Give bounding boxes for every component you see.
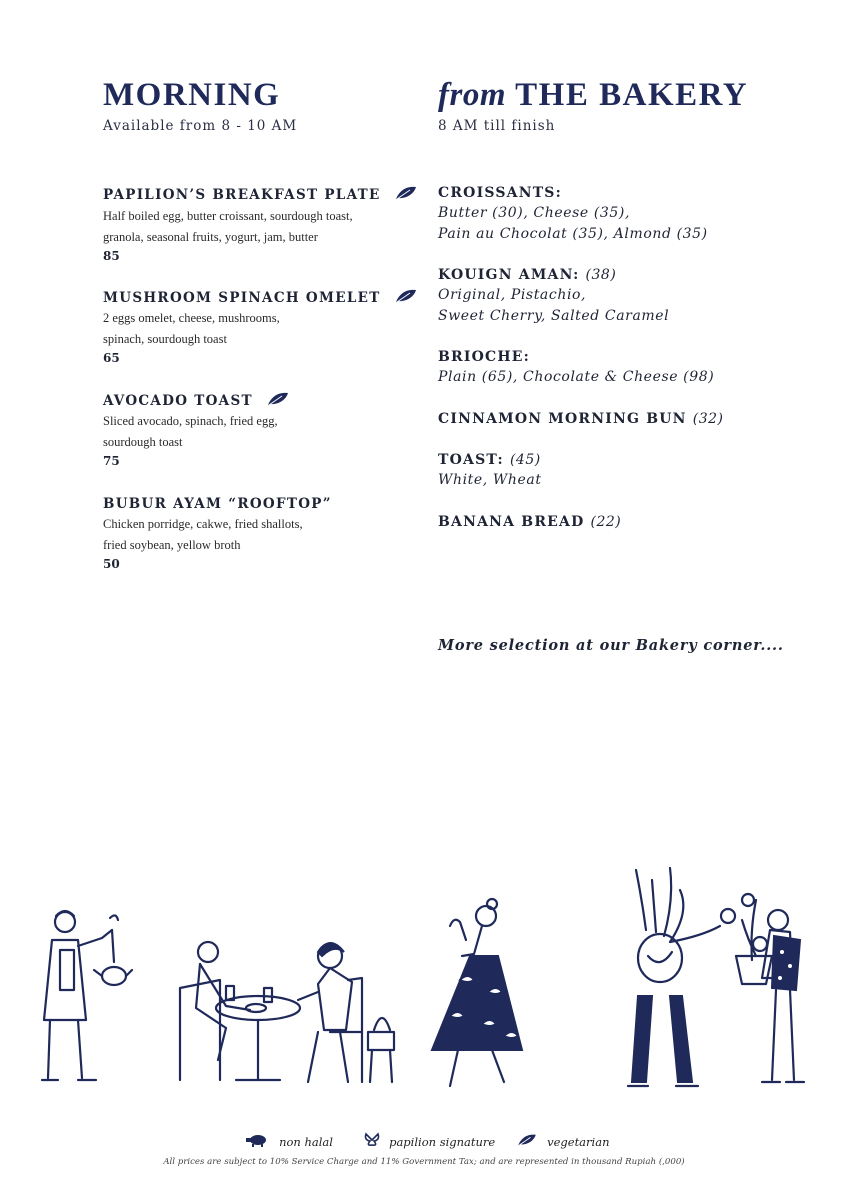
bakery-more-note: More selection at our Bakery corner....	[438, 637, 784, 654]
bakery-section-price: (22)	[590, 514, 622, 530]
bakery-line: Butter (30), Cheese (35),	[438, 205, 631, 221]
item-desc-line: fried soybean, yellow broth	[103, 537, 241, 552]
bakery-section-title	[438, 267, 669, 283]
menu-item	[103, 390, 290, 411]
bakery-section-name: TOAST:	[438, 452, 504, 468]
bakery-section-price: (45)	[509, 452, 541, 468]
menu-item	[103, 287, 418, 308]
item-price: 85	[103, 249, 120, 263]
item-description	[103, 308, 403, 349]
legend-label: papilion signature	[389, 1135, 496, 1149]
bakery-line: Sweet Cherry, Salted Caramel	[438, 307, 670, 324]
morning-subtitle: Available from 8 - 10 AM	[103, 118, 298, 134]
vegetarian-leaf-icon	[394, 185, 418, 205]
item-desc-line: 2 eggs omelet, cheese, mushrooms,	[103, 311, 280, 325]
item-name: PAPILION’S BREAKFAST PLATE	[103, 187, 381, 203]
bakery-section	[438, 411, 723, 427]
morning-title: MORNING	[103, 77, 281, 113]
menu-item	[103, 493, 332, 512]
bakery-title-prefix: from	[438, 77, 506, 113]
item-name: MUSHROOM SPINACH OMELET	[103, 290, 381, 306]
bakery-section-name: BRIOCHE:	[438, 349, 531, 365]
item-desc-line: Sliced avocado, spinach, fried egg,	[103, 414, 278, 428]
legend-label: vegetarian	[547, 1135, 610, 1149]
item-desc-line: sourdough toast	[103, 434, 183, 449]
croissant-dress-figure	[432, 899, 522, 1086]
bakery-section-title	[438, 411, 723, 427]
vegetarian-leaf-icon	[516, 1132, 538, 1151]
bakery-section-title	[438, 514, 621, 530]
bakery-line: Original, Pistachio,	[438, 287, 587, 303]
item-description	[103, 411, 403, 452]
bakery-section-price: (32)	[692, 411, 724, 427]
bakery-title	[438, 79, 748, 112]
bakery-section-name: KOUIGN AMAN:	[438, 267, 580, 283]
bakery-title-main: THE BAKERY	[515, 77, 749, 113]
bakery-section-title	[438, 185, 708, 201]
bakery-section	[438, 185, 708, 244]
vegetarian-leaf-icon	[266, 391, 290, 411]
tomato-plant-figure	[721, 894, 804, 1082]
item-description	[103, 206, 403, 247]
bakery-section	[438, 514, 621, 530]
item-description	[103, 514, 403, 555]
bakery-section-price: (38)	[585, 267, 617, 283]
vegetarian-leaf-icon	[394, 288, 418, 308]
butterfly-icon	[364, 1132, 380, 1152]
bakery-section-name: CINNAMON MORNING BUN	[438, 411, 687, 427]
item-name: BUBUR AYAM “ROOFTOP”	[103, 496, 332, 512]
item-price: 75	[103, 454, 120, 468]
bakery-section-name: BANANA BREAD	[438, 514, 585, 530]
menu-item	[103, 184, 418, 205]
bakery-subtitle: 8 AM till finish	[438, 118, 556, 134]
bakery-line: White, Wheat	[438, 472, 542, 488]
bakery-line: Pain au Chocolat (35), Almond (35)	[438, 225, 708, 242]
bakery-section	[438, 452, 542, 491]
item-name: AVOCADO TOAST	[103, 393, 253, 409]
bakery-section	[438, 267, 669, 326]
waiter-figure	[42, 911, 132, 1080]
item-desc-line: Chicken porridge, cakwe, fried shallots,	[103, 517, 303, 531]
bakery-section-title	[438, 349, 714, 365]
legend-vegetarian	[516, 1131, 609, 1151]
bakery-line: Plain (65), Chocolate & Cheese (98)	[438, 369, 715, 385]
legend-label: non halal	[279, 1135, 333, 1149]
pig-icon	[244, 1132, 270, 1151]
legend-signature	[364, 1131, 495, 1152]
item-desc-line: Half boiled egg, butter croissant, sourdough toast,	[103, 209, 353, 223]
item-price: 65	[103, 351, 120, 365]
item-price: 50	[103, 557, 120, 571]
bakery-section-name: CROISSANTS:	[438, 185, 562, 201]
item-desc-line: spinach, sourdough toast	[103, 331, 227, 346]
leek-figure	[628, 868, 720, 1086]
couple-figure	[180, 942, 394, 1082]
bakery-section	[438, 349, 714, 388]
item-desc-line: granola, seasonal fruits, yogurt, jam, butter	[103, 229, 318, 244]
bakery-section-title	[438, 452, 542, 468]
people-illustration	[30, 860, 820, 1100]
price-footnote: All prices are subject to 10% Service Charge and 11% Government Tax; and are represented in thousand Rupiah (,000)	[163, 1157, 685, 1167]
legend-non-halal	[244, 1131, 333, 1151]
